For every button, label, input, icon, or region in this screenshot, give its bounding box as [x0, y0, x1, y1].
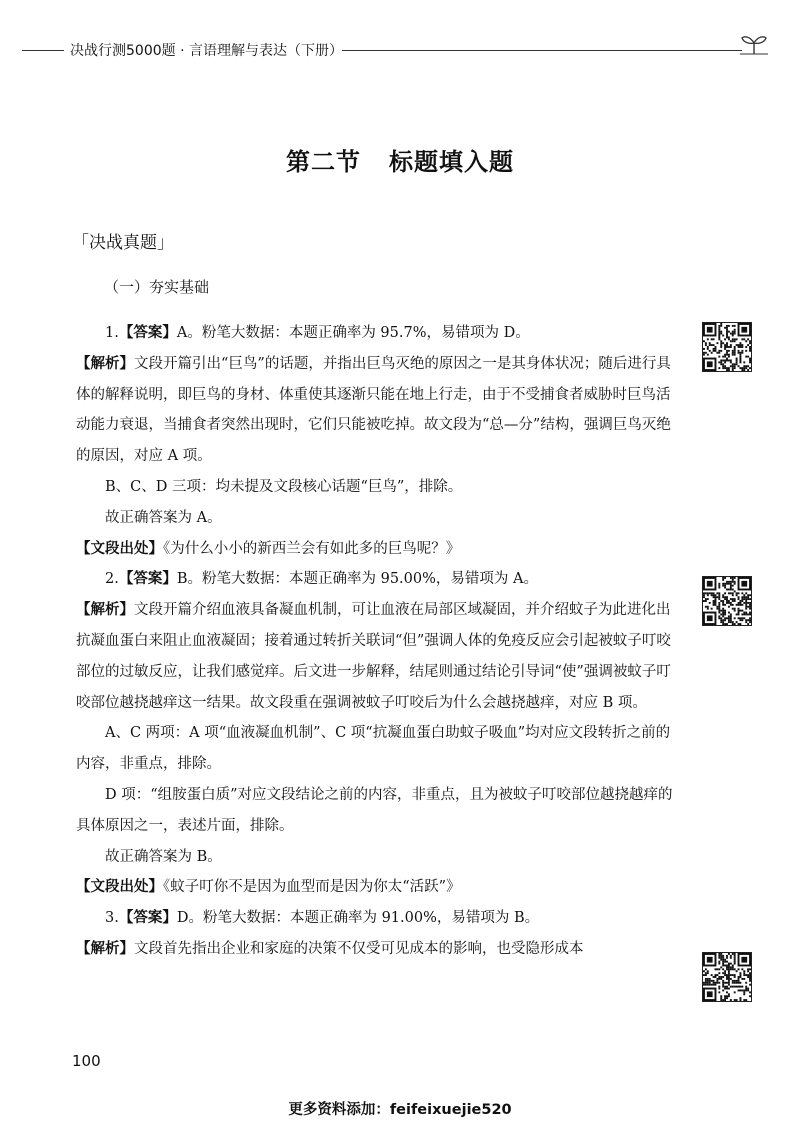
analysis-tag: 【解析】 — [76, 602, 134, 619]
qr-code-icon[interactable] — [702, 576, 752, 626]
section-number: 第二节 — [286, 148, 361, 176]
qr-code-icon — [703, 323, 751, 371]
qr-code-icon[interactable] — [702, 952, 752, 1002]
answer-tag: 【答案】 — [118, 325, 177, 341]
answer-line: 2.【答案】B。粉笔大数据：本题正确率为 95.00%，易错项为 A。 — [105, 571, 538, 588]
conclusion-line: 故正确答案为 A。 — [105, 509, 222, 526]
header-rule-left — [22, 50, 64, 51]
running-header — [22, 38, 762, 62]
source-tag: 【文段出处】 — [76, 540, 163, 557]
qr-code-icon — [703, 577, 751, 625]
conclusion-line: 故正确答案为 B。 — [105, 848, 222, 865]
qr-code-icon — [703, 953, 751, 1001]
analysis-paragraph: 【解析】文段开篇引出“巨鸟”的话题，并指出巨鸟灭绝的原因之一是其身体状况；随后进行具体的解释说明，即巨鸟的身材、体重使其逐渐只能在地上行走，由于不受捕食者威胁时巨鸟活动能力衰退，当捕食者突然出现时，它们只能被吃掉。故文段为“总—分”结构，强调巨鸟灭绝的原因，对应 A 项。 — [76, 355, 671, 465]
subheading: （一）夯实基础 — [104, 278, 210, 296]
analysis-paragraph: D 项：“组胺蛋白质”对应文段结论之前的内容，非重点，且为被蚊子叮咬部位越挠越痒的具体原因之一，表述片面，排除。 — [76, 786, 673, 834]
analysis-paragraph: A、C 两项：A 项“血液凝血机制”、C 项“抗凝血蛋白助蚊子吸血”均对应文段转折之前的内容，非重点，排除。 — [76, 725, 671, 773]
analysis-paragraph: 【解析】文段首先指出企业和家庭的决策不仅受可见成本的影响，也受隐形成本 — [76, 940, 584, 957]
analysis-tag: 【解析】 — [76, 940, 134, 957]
sprout-icon — [740, 32, 768, 56]
analysis-paragraph: B、C、D 三项：均未提及文段核心话题“巨鸟”，排除。 — [105, 478, 463, 495]
answer-line: 3.【答案】D。粉笔大数据：本题正确率为 91.00%，易错项为 B。 — [105, 910, 540, 927]
page-number: 100 — [72, 1052, 101, 1070]
header-title: 决战行测5000题 · 言语理解与表达（下册） — [70, 43, 343, 59]
zone-heading: 「决战真题」 — [72, 233, 174, 253]
answer-line: 1.【答案】A。粉笔大数据：本题正确率为 95.7%，易错项为 D。 — [105, 325, 530, 341]
footer-note: 更多资料添加：feifeixuejie520 — [288, 1102, 512, 1118]
answer-tag: 【答案】 — [118, 910, 177, 927]
answer-content — [76, 318, 676, 965]
header-rule-right — [342, 50, 742, 51]
qr-code-icon[interactable] — [702, 322, 752, 372]
source-line: 【文段出处】《蚊子叮你不是因为血型而是因为你太“活跃”》 — [76, 879, 461, 896]
section-name: 标题填入题 — [389, 148, 514, 176]
analysis-tag: 【解析】 — [76, 355, 134, 372]
section-title — [0, 142, 800, 177]
answer-tag: 【答案】 — [118, 571, 177, 588]
source-tag: 【文段出处】 — [76, 879, 163, 896]
analysis-paragraph: 【解析】文段开篇介绍血液具备凝血机制，可让血液在局部区域凝固，并介绍蚊子为此进化出抗凝血蛋白来阻止血液凝固；接着通过转折关联词“但”强调人体的免疫反应会引起被蚊子叮咬部位的过敏反应，让我们感觉痒。后文进一步解释，结尾则通过结论引导词“使”强调被蚊子叮咬部位越挠越痒这一结果。故文段重在强调被蚊子叮咬后为什么会越挠越痒，对应 B 项。 — [76, 602, 671, 711]
source-line: 【文段出处】《为什么小小的新西兰会有如此多的巨鸟呢？》 — [76, 540, 461, 557]
